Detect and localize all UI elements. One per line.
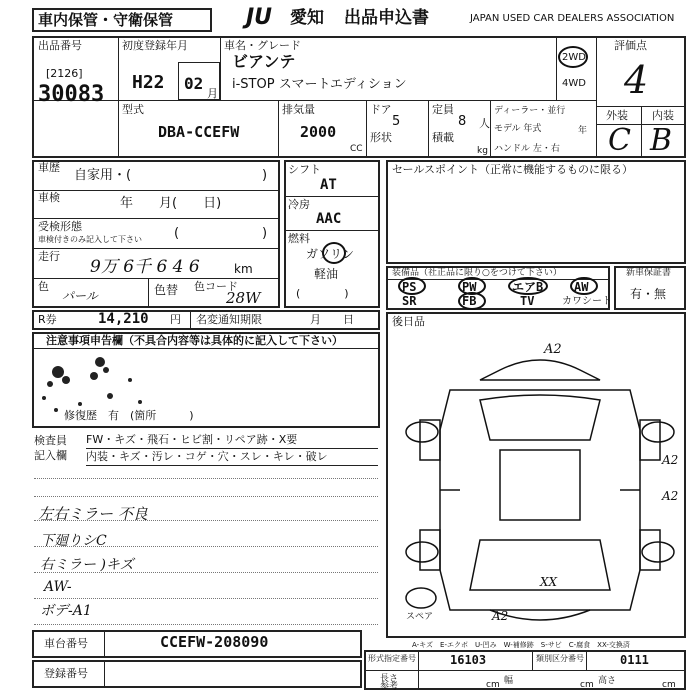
drive-2wd-circle	[558, 46, 588, 68]
drive-4wd: 4WD	[562, 78, 586, 89]
notice-unit: 月 日	[310, 313, 354, 326]
fuel-light: 軽油	[314, 267, 339, 281]
dim-width: 幅	[504, 676, 514, 686]
drive-2wd: 2WD	[562, 52, 586, 63]
equip-ps-circle	[398, 277, 426, 295]
color-code-label: 色コード	[194, 280, 238, 293]
inspect-form-sub: 車検付きのみ記入して下さい	[38, 235, 142, 244]
inspector-label-2: 記入欄	[34, 449, 67, 462]
history-value: 自家用・(	[74, 168, 132, 183]
top-grid	[32, 36, 686, 158]
inspection-value: 年 月( 日)	[120, 196, 222, 211]
color-code: 28W	[226, 289, 261, 307]
hand-note-5: ボデ-A1	[40, 603, 92, 619]
chassis-label: 車台番号	[44, 637, 88, 650]
equip-ps: PS	[402, 280, 417, 294]
name-label: 車名・グレード	[224, 39, 301, 52]
form-name: 出品申込書	[344, 8, 429, 28]
storage-title: 車内保管・守衛保管	[38, 11, 174, 29]
reg-month: 02	[184, 74, 204, 93]
score-ext: C	[608, 123, 631, 158]
damage-mark-top: A2	[544, 342, 562, 357]
history-close: )	[262, 168, 268, 183]
dealer-label: ディーラー・並行	[494, 106, 566, 116]
inspect-form-open: (	[174, 226, 180, 241]
ac-label: 冷房	[288, 198, 310, 211]
equip-fb-circle	[458, 292, 486, 310]
mileage-value: 9万 6千 6 4 6	[90, 257, 200, 277]
fuel-label: 燃料	[288, 232, 310, 245]
shape-label: 形状	[370, 131, 392, 144]
reg-month-unit: 月	[207, 87, 218, 100]
damage-legend: A-キズ E-エクボ U-凹み W-補修跡 S-サビ C-腐食 XX-交換済	[412, 641, 630, 649]
inspection-label: 車検	[38, 191, 60, 204]
model-value: DBA-CCEFW	[158, 123, 240, 141]
year-unit: 年	[578, 126, 588, 136]
dim-height-unit: cm	[662, 680, 676, 690]
model-label: 型式	[122, 103, 144, 116]
damage-mark-right-rear: A2	[662, 489, 679, 503]
inspect-form-label: 受検形態	[38, 220, 82, 233]
hand-note-1: 左右ミラー 不良	[38, 505, 148, 523]
lot-number: 30083	[38, 82, 105, 107]
english-org: JAPAN USED CAR DEALERS ASSOCIATION	[470, 13, 675, 24]
equip-pw: PW	[462, 280, 477, 294]
dim-width-unit: cm	[580, 680, 594, 690]
handle-label: ハンドル 左・右	[494, 144, 560, 154]
car-name: ビアンテ	[232, 52, 296, 71]
reg-era: H22	[132, 72, 165, 93]
inspect-form-close: )	[262, 226, 268, 241]
hand-note-2: 下廻りシC	[40, 533, 107, 549]
class-no-value: 0111	[620, 653, 649, 667]
equip-aw: AW	[574, 280, 589, 294]
spare-tire-icon	[404, 586, 438, 610]
equip-airbag: エアB	[512, 280, 544, 294]
seats-unit: 人	[479, 117, 490, 130]
shift-value: AT	[320, 177, 337, 193]
equip-airbag-circle	[508, 277, 548, 295]
recycle-value: 14,210	[98, 311, 149, 327]
color-value: パール	[62, 289, 98, 303]
lot-label: 出品番号	[38, 39, 82, 52]
recycle-unit: 円	[170, 313, 181, 326]
chassis-value: CCEFW-208090	[160, 633, 269, 651]
damage-mark-rear: XX	[540, 575, 558, 589]
warranty-label: 新車保証書	[626, 268, 672, 278]
spare-label: スペア	[406, 612, 434, 622]
dim-length-unit: cm	[486, 680, 500, 690]
inspector-label-1: 検査員	[34, 434, 67, 447]
equipment-label: 装備品（社正品に限り○をつけて下さい）	[392, 268, 562, 278]
equip-aw-circle	[570, 277, 598, 295]
org-name: 愛知	[290, 8, 324, 28]
inspector-line-1: FW・キズ・飛石・ヒビ割・リペア跡・X要	[86, 433, 298, 446]
hand-note-4: AW-	[44, 579, 72, 595]
fuel-paren: ( )	[296, 287, 349, 300]
seats-label: 定員	[432, 103, 454, 116]
class-no-label: 類別区分番号	[536, 654, 584, 663]
color-change-label: 色替	[154, 283, 179, 297]
inspector-line-2: 内装・キズ・汚レ・コゲ・穴・スレ・キレ・破レ	[86, 450, 328, 463]
recycle-label: R券	[38, 313, 57, 326]
ink-smudge	[40, 350, 150, 430]
damage-mark-right-front: A2	[662, 453, 679, 467]
warranty-value: 有・無	[630, 287, 667, 301]
ac-value: AAC	[316, 211, 342, 227]
score-int: B	[650, 123, 673, 158]
sales-label: セールスポイント（正常に機能するものに限る）	[392, 163, 634, 176]
model-year-label: モデル 年式	[494, 124, 542, 134]
repair-label: 修復歴 有 (箇所 )	[64, 409, 194, 422]
fuel-gas-circle	[322, 242, 346, 264]
dim-length: 長さ	[380, 674, 399, 684]
reg-label: 初度登録年月	[122, 39, 188, 52]
load-unit: kg	[477, 146, 488, 156]
hand-note-3: 右ミラー )キズ	[40, 557, 134, 573]
equip-sr: SR	[402, 294, 417, 308]
color-label: 色	[38, 280, 49, 293]
type-no-label: 形式指定番号	[368, 654, 416, 663]
shift-label: シフト	[288, 163, 321, 176]
doors-value: 5	[392, 114, 401, 129]
dim-height: 高さ	[598, 676, 617, 686]
seats-value: 8	[458, 114, 467, 129]
equip-tv: TV	[520, 294, 535, 308]
car-grade: i-STOP スマートエディション	[232, 77, 407, 92]
type-no-value: 16103	[450, 653, 487, 667]
mileage-unit: km	[234, 262, 253, 276]
dim-ref: 参考	[380, 682, 399, 692]
disp-unit: CC	[350, 144, 363, 154]
fuel-gas: ガソリン	[306, 247, 355, 261]
rear-label: 後日品	[392, 315, 425, 328]
damage-mark-bottom: A2	[492, 609, 509, 623]
history-label: 車歴	[38, 161, 60, 174]
score-value: 4	[624, 58, 649, 102]
registration-label: 登録番号	[44, 667, 88, 680]
notice-label: 名変通知期限	[196, 313, 262, 326]
score-label: 評価点	[614, 39, 647, 52]
disp-label: 排気量	[282, 103, 315, 116]
load-label: 積載	[432, 131, 454, 144]
equip-seat: カワシート	[562, 296, 612, 307]
score-int-label: 内装	[652, 109, 674, 122]
ju-logo: JU	[246, 5, 273, 30]
equip-fb: FB	[462, 294, 477, 308]
lot-sub: [2126]	[46, 67, 83, 80]
score-ext-label: 外装	[606, 109, 628, 122]
disp-value: 2000	[300, 123, 337, 141]
doors-label: ドア	[370, 103, 392, 116]
notes-label: 注意事項申告欄（不具合内容等は具体的に記入して下さい）	[46, 334, 343, 347]
mileage-label: 走行	[38, 250, 60, 263]
